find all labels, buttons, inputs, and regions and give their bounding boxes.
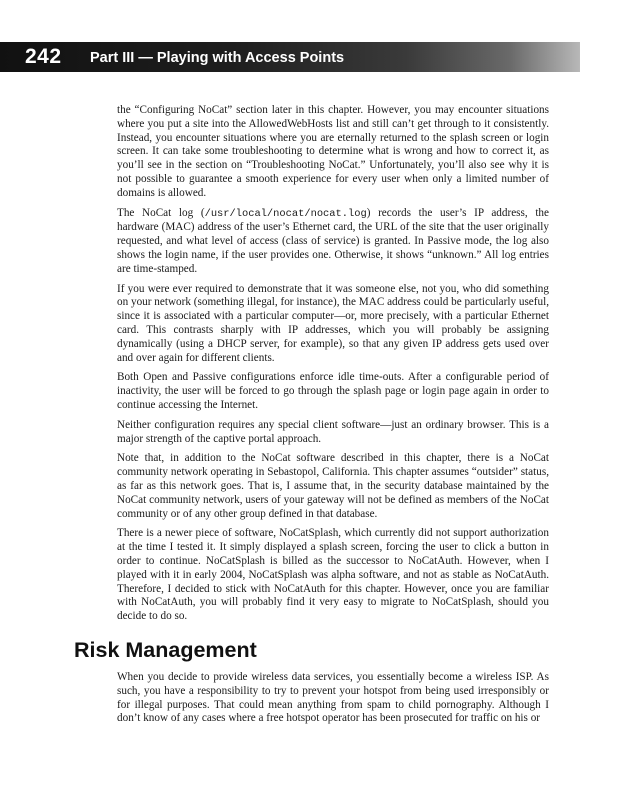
- section-body: [117, 671, 549, 726]
- paragraph-2: [117, 207, 549, 277]
- paragraph-5: Neither configuration requires any special client software—just an ordinary browser. This is a major strength of the captive portal approach.: [117, 418, 549, 445]
- paragraph-2-start: The NoCat log (: [117, 206, 205, 219]
- section-heading: Risk Management: [74, 638, 257, 662]
- paragraph-3: If you were ever required to demonstrate that it was someone else, not you, who did something on your network (something illegal, for instance), the MAC address could be particularly useful, since it is associated with a particular computer—or, more precisely, with a particular Ethernet card. This contrasts sharply with IP addresses, which you will probably be assigning dynamically (using a DHCP server, for example), so that any given IP address gets used over and over again for different clients.: [117, 282, 549, 364]
- paragraph-7: There is a newer piece of software, NoCatSplash, which currently did not support authorization at the time I tested it. It simply displayed a splash screen, forcing the user to click a button in order to continue. NoCatSplash is billed as the successor to NoCatAuth. However, when I played with it in early 2004, NoCatSplash was alpha software, and not as stable as NoCatAuth. Therefore, I decided to stick with NoCatAuth for this chapter. However, once you are familiar with NoCatAuth, you will probably find it very easy to migrate to NoCatSplash, should you decide to do so.: [117, 527, 549, 623]
- running-head: Part III — Playing with Access Points: [90, 50, 345, 66]
- paragraph-6: Note that, in addition to the NoCat software described in this chapter, there is a NoCat community network operating in Sebastopol, California. This chapter assumes “outsider” status, as far as this network goes. That is, I assume that, in the security database maintained by the NoCat community network, users of your gateway will not be defined as members of the NoCat community or of any other group defined in that database.: [117, 452, 549, 520]
- paragraph-2-end: ) records the user’s IP address, the hardware (MAC) address of the user’s Ethernet card, the URL of the site that the user originally requested, and what level of access (class of service) is granted. In Passive mode, the log also shows the login name, if the user provides one. Otherwise, it shows “unknown.” All log entries are time-stamped.: [117, 206, 549, 275]
- body-text: [117, 104, 549, 630]
- section-paragraph-1: When you decide to provide wireless data services, you essentially become a wireless ISP. As such, you have a responsibility to try to prevent your hotspot from being used irresponsibly or for illegal purposes. That could mean anything from spam to child pornography. Although I don’t know of any cases where a free hotspot operator has been prosecuted for traffic on his or: [117, 671, 549, 725]
- paragraph-4: Both Open and Passive configurations enforce idle time-outs. After a configurable period of inactivity, the user will be forced to go through the splash page or login page again in order to continue accessing the Internet.: [117, 371, 549, 411]
- page-number: 242: [25, 45, 62, 68]
- paragraph-1: the “Configuring NoCat” section later in this chapter. However, you may encounter situations where you put a site into the AllowedWebHosts list and still can’t get through to it consistently. Instead, you encounter situations where you are eternally returned to the splash screen or login screen. It can take some troubleshooting to determine what is wrong and how to correct it, as you’ll see in the section on “Troubleshooting NoCat.” Unfortunately, you’ll also see why it is not possible to guarantee a smooth experience for every user when only a limited number of domains is allowed.: [117, 104, 549, 199]
- log-file-path: /usr/local/nocat/nocat.log: [204, 207, 367, 220]
